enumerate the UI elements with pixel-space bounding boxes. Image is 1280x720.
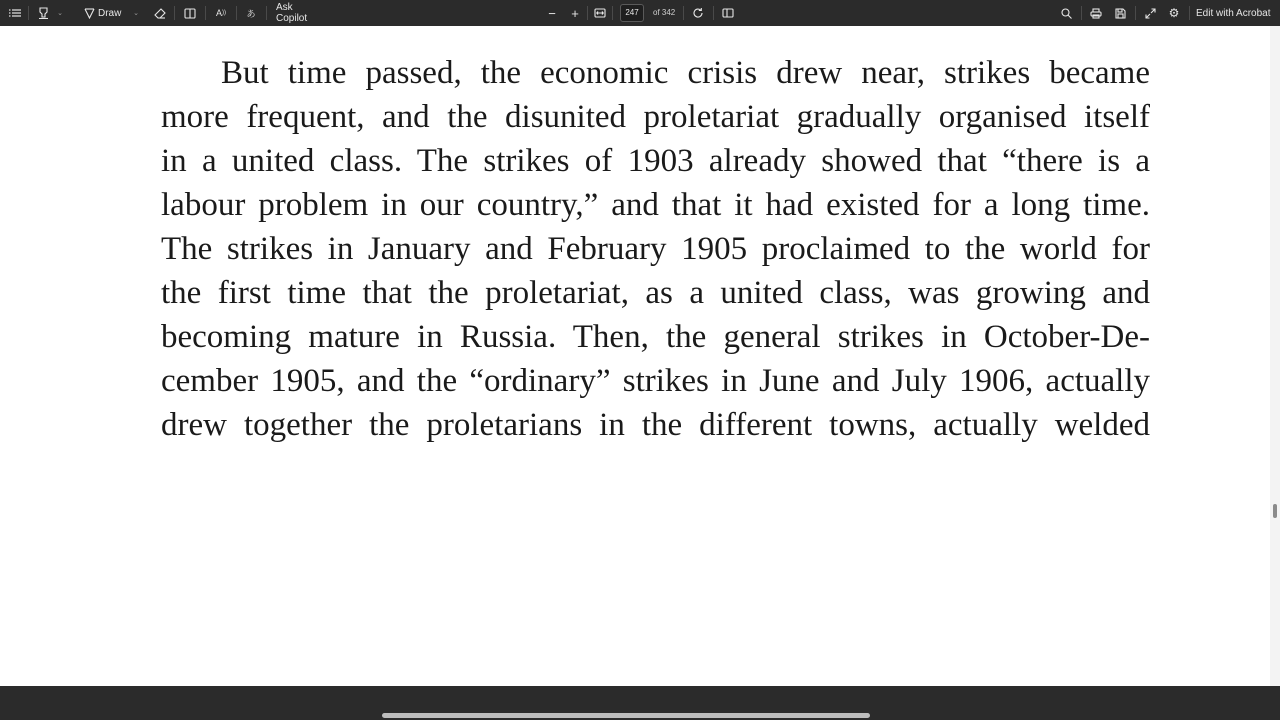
highlighter-icon[interactable] — [36, 0, 50, 26]
chevron-down-icon[interactable]: ⌄ — [57, 10, 63, 17]
page-total-label: of 342 — [653, 8, 676, 17]
toolbar-divider — [205, 6, 206, 20]
toolbar-divider — [713, 6, 714, 20]
toolbar-divider — [1135, 6, 1136, 20]
edit-with-acrobat-button[interactable] — [1196, 0, 1276, 26]
zoom-out-icon[interactable]: − — [548, 5, 556, 21]
eraser-icon[interactable] — [153, 0, 167, 26]
bottom-bar — [0, 686, 1280, 720]
toolbar-divider — [1081, 6, 1082, 20]
toolbar-divider — [236, 6, 237, 20]
text-line: in a united class. The strikes of 1903 already showed that “there is a — [161, 143, 1150, 179]
toolbar-divider — [28, 6, 29, 20]
toolbar-divider — [612, 6, 613, 20]
rotate-icon[interactable] — [691, 0, 705, 26]
gear-icon[interactable]: ⚙ — [1168, 6, 1180, 20]
page-number-input[interactable] — [620, 4, 644, 22]
page-layout-icon[interactable] — [721, 0, 735, 26]
page-view-icon[interactable] — [183, 0, 197, 26]
text-line: But time passed, the economic crisis drew near, strikes became — [221, 55, 1150, 91]
fullscreen-icon[interactable] — [1143, 0, 1157, 26]
vertical-scrollbar-thumb[interactable] — [1273, 504, 1277, 518]
save-icon[interactable] — [1113, 0, 1127, 26]
toolbar-divider — [174, 6, 175, 20]
toolbar-divider — [683, 6, 684, 20]
chevron-down-icon[interactable]: ⌄ — [133, 10, 139, 17]
text-line: becoming mature in Russia. Then, the general strikes in October-De- — [161, 319, 1150, 355]
text-line: cember 1905, and the “ordinary” strikes in June and July 1906, actually — [161, 363, 1150, 399]
text-line: the first time that the proletariat, as a united class, was growing and — [161, 275, 1150, 311]
text-line: more frequent, and the disunited proletariat gradually organised itself — [161, 99, 1150, 135]
ask-copilot-label: Ask Copilot — [276, 2, 308, 24]
horizontal-scrollbar-thumb[interactable] — [382, 713, 870, 718]
search-icon[interactable] — [1059, 0, 1073, 26]
edit-with-acrobat-label: Edit with Acrobat — [1196, 7, 1271, 19]
toolbar-divider — [587, 6, 588, 20]
text-line: The strikes in January and February 1905 proclaimed to the world for — [161, 231, 1150, 267]
text-line: labour problem in our country,” and that it had existed for a long time. — [161, 187, 1150, 223]
text-line: drew together the proletarians in the different towns, actually welded — [161, 407, 1150, 443]
vertical-scrollbar[interactable] — [1270, 26, 1280, 686]
draw-pen-icon[interactable] — [82, 0, 96, 26]
read-aloud-icon[interactable]: A )) — [215, 8, 226, 18]
draw-button-label: Draw — [98, 7, 122, 19]
draw-button[interactable] — [98, 0, 128, 26]
menu-icon[interactable] — [8, 0, 22, 26]
document-canvas[interactable] — [0, 26, 1270, 686]
ask-copilot-button[interactable] — [276, 0, 326, 26]
toolbar-divider — [266, 6, 267, 20]
print-icon[interactable] — [1089, 0, 1103, 26]
document-paragraph — [161, 51, 1150, 447]
zoom-in-icon[interactable]: + — [571, 5, 579, 21]
translate-icon[interactable]: あ — [246, 8, 256, 19]
fit-page-icon[interactable] — [593, 0, 607, 26]
top-toolbar — [0, 0, 1280, 26]
toolbar-divider — [1189, 6, 1190, 20]
